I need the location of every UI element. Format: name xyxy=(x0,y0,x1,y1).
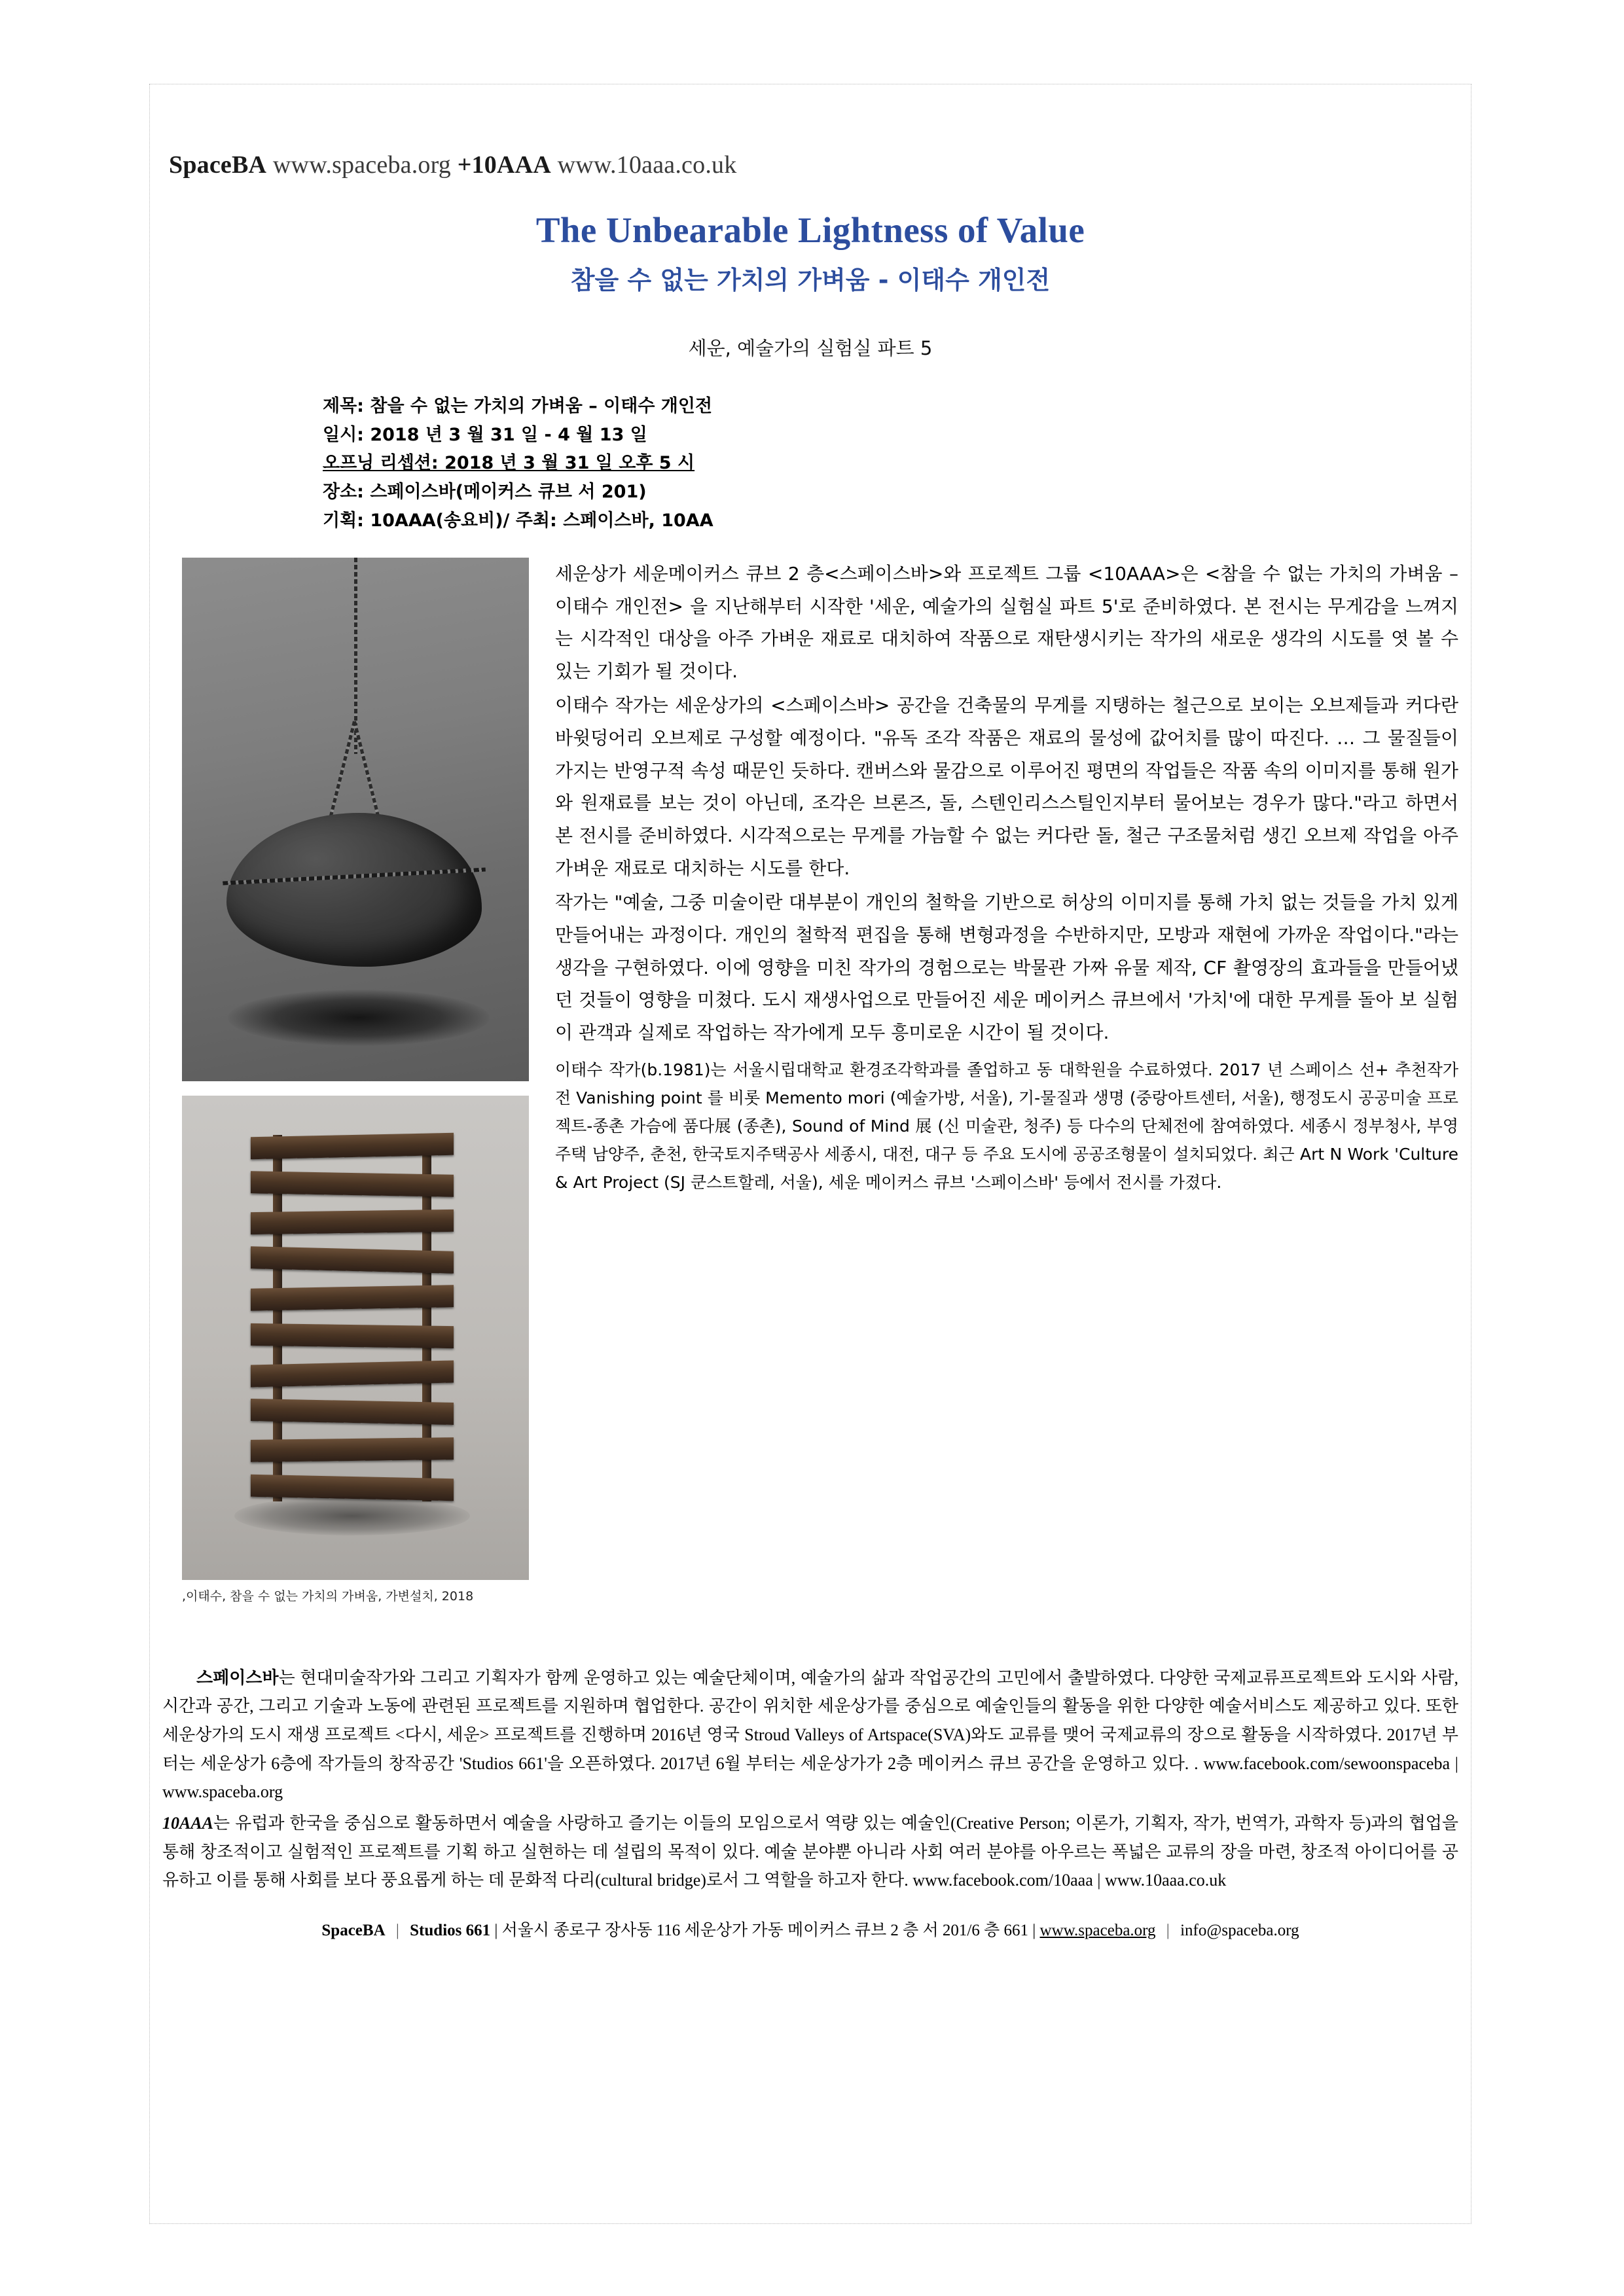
body-paragraph-2: 이태수 작가는 세운상가의 <스페이스바> 공간을 건축물의 무게를 지탱하는 철근으로 보이는 오브제들과 커다란 바윗덩어리 오브제로 구성할 예정이다. "유독 조각 작품은 재료의 물성에 값어치를 많이 따진다. … 그 물질들이 가지는 반영구적 속성 때문인 듯하다. 캔버스와 물감으로 이루어진 평면의 작업들은 작품 속의 이미지를 통해 원가와 원재료를 보는 것이 아닌데, 조각은 브론즈, 돌, 스텐인리스스틸인지부터 물어보는 경우가 많다."라고 하면서 본 전시를 준비하였다. 시각적으로는 무게를 가늠할 수 없는 커다란 돌, 철근 구조물처럼 생긴 오브제 작업을 아주 가벼운 재료로 대치하는 시도를 한다. xyxy=(555,694,1458,880)
steel-plate-stack xyxy=(251,1135,454,1501)
page-title-en: The Unbearable Lightness of Value xyxy=(535,210,1085,250)
footer-address: | 서울시 종로구 장사동 116 세운상가 가동 메이커스 큐브 2 층 서 201/6 층 661 | xyxy=(494,1922,1036,1940)
image-caption: ,이태수, 참을 수 없는 가치의 가벼움, 가변설치, 2018 xyxy=(182,1588,474,1604)
footer-separator-2: | xyxy=(1166,1922,1170,1940)
fact-title: 제목: 참을 수 없는 가치의 가벼움 – 이태수 개인전 xyxy=(323,396,713,416)
body-paragraph-3: 작가는 "예술, 그중 미술이란 대부분이 개인의 철학을 기반으로 허상의 이미지를 통해 가치 없는 것들을 가치 있게 만들어내는 과정이다. 개인의 철학적 편집을 통해 변형과정을 수반하지만, 모방과 재현에 가까운 작업이다."라는 생각을 구현하였다. 이에 영향을 미친 작가의 경험으로는 박물관 가짜 유물 제작, CF 촬영장의 효과들을 만들어냈던 것들이 영향을 미쳤다. 도시 재생사업으로 만들어진 세운 메이커스 큐브에서 '가치'에 대한 무게를 돌아 보 실험이 관객과 실제로 작업하는 작가에게 모두 흥미로운 시간이 될 것이다. xyxy=(555,891,1458,1044)
exhibition-facts xyxy=(323,392,1458,535)
about-spaceba xyxy=(162,1664,1458,1806)
about-10aaa-text: 는 유럽과 한국을 중심으로 활동하면서 예술을 사랑하고 즐기는 이들의 모임으로서 역량 있는 예술인(Creative Person; 이론가, 기획자, 작가, 번역가, 과학자 등)과의 협업을 통해 창조적이고 실험적인 프로젝트를 기획 하고 실현하는 데 설립의 목적이 있다. 예술 분야뿐 아니라 사회 여러 분야를 아우르는 폭넓은 교류의 장을 마련, 창조적 아이디어를 공 유하고 이를 통해 사회를 보다 풍요롭게 하는 데 문화적 다리(cultural bridge)로서 그 역할을 하고자 한다. www.facebook.com/10aaa | www.10aaa.co.uk xyxy=(162,1814,1458,1890)
fact-place: 장소: 스페이스바(메이커스 큐브 서 201) xyxy=(323,482,647,503)
brand-10aaa: +10AAA xyxy=(457,151,551,179)
stacked-steel-plates-sculpture-photo xyxy=(182,1096,529,1580)
body-section xyxy=(162,558,1458,1644)
about-spaceba-text: 는 현대미술작가와 그리고 기획자가 함께 운영하고 있는 예술단체이며, 예술가의 삶과 작업공간의 고민에서 출발하였다. 다양한 국제교류프로젝트와 도시와 사람, 시간과 공간, 그리고 기술과 노동에 관련된 프로젝트를 지원하며 협업한다. 공간이 위치한 세운상가를 중심으로 예술인들의 활동을 위한 다양한 예술서비스도 제공하고 있다. 또한 세운상가의 도시 재생 프로젝트 <다시, 세운> 프로젝트를 진행하며 2016년 영국 Stroud Valleys of Artspace(SVA)와도 교류를 맺어 국제교류의 장으로 활동을 시작하였다. 2017년 부터는 세운상가 6층에 작가들의 창작공간 'Studios 661'을 오픈하였다. 2017년 6월 부터는 세운상가가 2층 메이커스 큐브 공간을 운영하고 있다. . www.facebook.com/sewoonspaceba | www.spaceba.org xyxy=(162,1668,1458,1802)
brand-spaceba-url: www.spaceba.org xyxy=(272,151,451,179)
about-spaceba-lead: 스페이스바 xyxy=(196,1668,279,1687)
footer-name-spaceba: SpaceBA xyxy=(321,1922,386,1940)
fact-opening: 오프닝 리셉션: 2018 년 3 월 31 일 오후 5 시 xyxy=(323,453,695,474)
about-10aaa xyxy=(162,1809,1458,1895)
brand-spaceba: SpaceBA xyxy=(169,151,267,179)
brand-10aaa-url: www.10aaa.co.uk xyxy=(557,151,737,179)
image-column xyxy=(182,558,529,1604)
text-column xyxy=(555,558,1458,1196)
footer-website-link[interactable]: www.spaceba.org xyxy=(1039,1922,1156,1940)
footer-name-studios: Studios 661 xyxy=(410,1922,491,1940)
page-title-kr: 참을 수 없는 가치의 가벼움 - 이태수 개인전 xyxy=(570,266,1051,295)
fact-organizer: 기획: 10AAA(송요비)/ 주최: 스페이스바, 10AA xyxy=(323,510,713,531)
page-footer xyxy=(162,1917,1458,1941)
artist-bio-paragraph: 이태수 작가(b.1981)는 서울시립대학교 환경조각학과를 졸업하고 동 대학원을 수료하였다. 2017 년 스페이스 선+ 추천작가전 Vanishing point 를 비롯 Memento mori (예술가방, 서울), 기-물질과 생명 (중랑아트센터, 서울), 행정도시 공공미술 프로젝트-종촌 가슴에 품다展 (종촌), Sound of Mind 展 (신 미술관, 청주) 등 다수의 단체전에 참여하였다. 세종시 정부청사, 부영주택 남양주, 춘천, 한국토지주택공사 세종시, 대전, 대구 등 주요 도시에 공공조형물이 설치되었다. 최근 Art N Work 'Culture & Art Project (SJ 쿤스트할레, 서울), 세운 메이커스 큐브 '스페이스바' 등에서 전시를 가졌다. xyxy=(555,1060,1458,1193)
about-section xyxy=(162,1664,1458,1895)
footer-email[interactable]: info@spaceba.org xyxy=(1180,1922,1299,1940)
body-paragraph-1: 세운상가 세운메이커스 큐브 2 층<스페이스바>와 프로젝트 그룹 <10AAA>은 <참을 수 없는 가치의 가벼움 – 이태수 개인전> 을 지난해부터 시작한 '세운, 예술가의 실험실 파트 5'로 준비하였다. 본 전시는 무게감을 느껴지는 시각적인 대상을 아주 가벼운 재료로 대치하여 작품으로 재탄생시키는 작가의 새로운 생각의 시도를 엿 볼 수 있는 기회가 될 것이다. xyxy=(555,562,1458,683)
page-subtitle: 세운, 예술가의 실험실 파트 5 xyxy=(688,337,933,359)
page-content xyxy=(162,124,1458,1941)
about-10aaa-lead: 10AAA xyxy=(162,1814,214,1833)
footer-separator-1: | xyxy=(395,1922,399,1940)
fact-date: 일시: 2018 년 3 월 31 일 - 4 월 13 일 xyxy=(323,424,647,445)
brand-header xyxy=(169,151,1458,179)
hanging-rock-sculpture-photo xyxy=(182,558,529,1081)
